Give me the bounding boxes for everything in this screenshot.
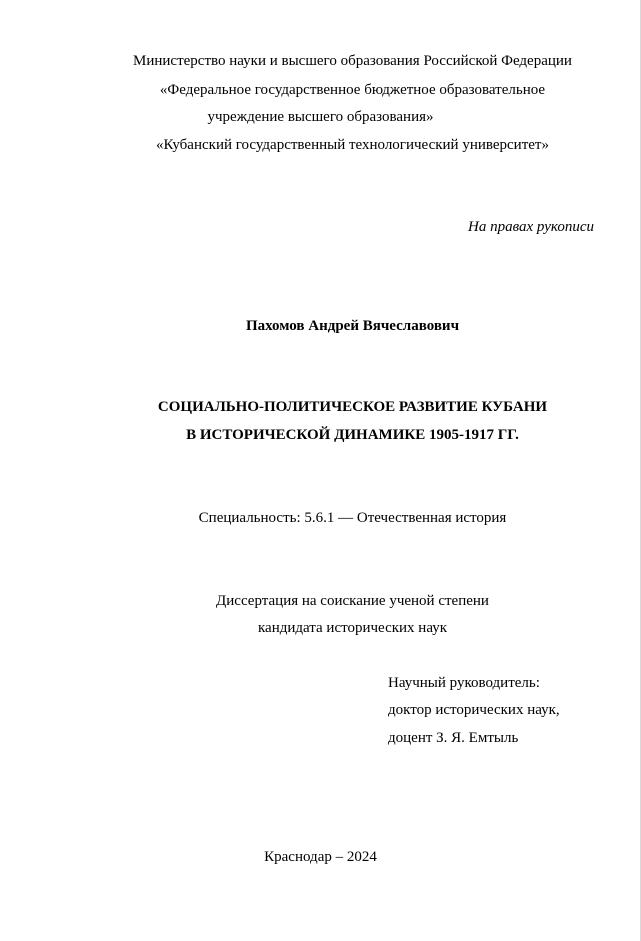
thesis-title-line-1: СОЦИАЛЬНО-ПОЛИТИЧЕСКОЕ РАЗВИТИЕ КУБАНИ (157, 399, 548, 415)
supervisor-label: Научный руководитель: (388, 675, 540, 691)
dissertation-line-2: кандидата исторических наук (257, 620, 448, 636)
thesis-title-line-2: В ИСТОРИЧЕСКОЙ ДИНАМИКЕ 1905-1917 ГГ. (186, 427, 519, 443)
university-name: «Кубанский государственный технологический университет» (156, 137, 549, 153)
supervisor-degree: доктор исторических наук, (388, 702, 560, 718)
supervisor-name: доцент З. Я. Емтыль (388, 730, 519, 746)
ministry-line: Министерство науки и высшего образования Российской Федерации (133, 53, 572, 69)
institution-type-line-1: «Федеральное государственное бюджетное образовательное (159, 82, 546, 98)
manuscript-note: На правах рукописи (468, 219, 594, 235)
city-year: Краснодар – 2024 (264, 849, 377, 865)
author-name: Пахомов Андрей Вячеславович (245, 318, 460, 334)
institution-type-line-2: учреждение высшего образования» (207, 109, 434, 125)
dissertation-line-1: Диссертация на соискание ученой степени (216, 593, 489, 609)
specialty: Специальность: 5.6.1 — Отечественная история (198, 510, 507, 526)
